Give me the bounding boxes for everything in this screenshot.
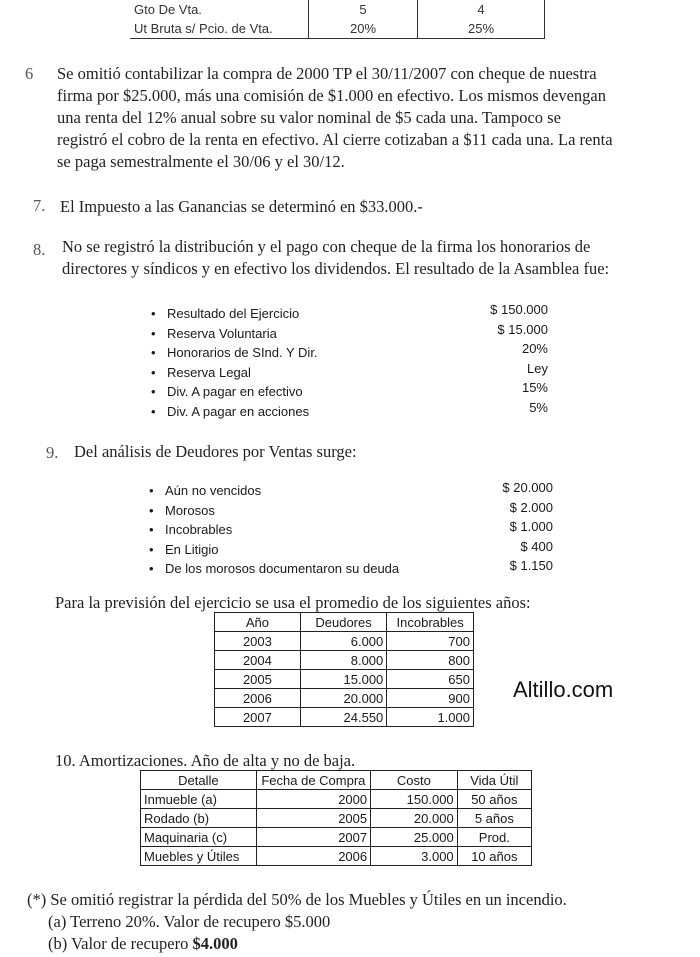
note-b-prefix: (b) Valor de recupero: [48, 934, 193, 953]
item-9-text: Del análisis de Deudores por Ventas surge:: [74, 442, 357, 461]
asamblea-values: [440, 300, 548, 417]
list-value: $ 2.000: [509, 499, 553, 515]
table-cell: 20.000: [300, 689, 386, 708]
row-value: 5: [309, 0, 418, 19]
table-cell: Rodado (b): [141, 809, 257, 828]
table-cell: 2003: [215, 632, 301, 651]
column-header: Detalle: [141, 771, 257, 790]
table-cell: Maquinaria (c): [141, 828, 257, 847]
item-8-text: [62, 236, 692, 280]
text-line: una renta del 12% anual sobre su valor nominal de $5 cada una. Tampoco se: [57, 108, 561, 127]
prevision-table: [214, 612, 474, 727]
list-item: • Aún no vencidos: [149, 481, 449, 501]
item-6-number: 6: [25, 64, 34, 83]
note-star: (*) Se omitió registrar la pérdida del 50% de los Muebles y Útiles en un incendio.: [27, 890, 567, 909]
text-line: directores y síndicos y en efectivo los dividendos. El resultado de la Asamblea fue:: [62, 259, 610, 278]
list-item: • De los morosos documentaron su deuda: [149, 559, 449, 579]
altillo-watermark: Altillo.com: [513, 677, 614, 702]
table-cell: 2004: [215, 651, 301, 670]
list-value: $ 400: [520, 538, 553, 554]
list-item: • Morosos: [149, 501, 449, 521]
list-value: $ 1.150: [509, 558, 553, 573]
list-item: • En Litigio: [149, 540, 449, 560]
table-cell: 20.000: [371, 809, 458, 828]
list-item: • Reserva Voluntaria: [151, 324, 431, 344]
table-row: [130, 0, 545, 19]
deudores-values: [460, 478, 553, 576]
item-8-number: 8.: [33, 240, 46, 259]
list-value: 5%: [529, 399, 548, 415]
table-cell: 2006: [256, 847, 370, 866]
table-cell: 25.000: [371, 828, 458, 847]
list-value: $ 1.000: [509, 519, 553, 534]
table-cell: 2007: [256, 828, 370, 847]
list-item: • Div. A pagar en efectivo: [151, 382, 431, 402]
column-header: Año: [215, 613, 301, 632]
list-value: $ 15.000: [497, 321, 548, 337]
amortizaciones-table: [140, 770, 532, 866]
asamblea-list: [151, 304, 431, 421]
table-cell: 1.000: [387, 708, 474, 727]
table-cell: 2006: [215, 689, 301, 708]
row-label: Ut Bruta s/ Pcio. de Vta.: [130, 19, 309, 39]
prevision-text: Para la previsión del ejercicio se usa el promedio de los siguientes años:: [55, 593, 531, 612]
note-b: [48, 933, 238, 955]
table-cell: Inmueble (a): [141, 790, 257, 809]
item-6-text: [57, 63, 687, 173]
row-value: 4: [418, 0, 545, 19]
row-value: 25%: [418, 19, 545, 39]
table-cell: 700: [387, 632, 474, 651]
table-cell: 2005: [215, 670, 301, 689]
text-line: No se registró la distribución y el pago con cheque de la firma los honorarios de: [62, 237, 591, 256]
table-row: [141, 828, 532, 847]
text-line: Se omitió contabilizar la compra de 2000 TP el 30/11/2007 con cheque de nuestra: [57, 64, 597, 83]
list-value: Ley: [527, 360, 548, 376]
table-row: [130, 19, 545, 39]
table-cell: 24.550: [300, 708, 386, 727]
table-header-row: [215, 613, 474, 632]
list-value: $ 20.000: [502, 480, 553, 495]
text-line: se paga semestralmente el 30/06 y el 30/12.: [57, 152, 345, 171]
table-cell: 900: [387, 689, 474, 708]
table-cell: 5 años: [457, 809, 531, 828]
column-header: Deudores: [300, 613, 386, 632]
list-value: 15%: [521, 380, 548, 395]
column-header: Vida Útil: [457, 771, 531, 790]
table-row: [141, 790, 532, 809]
text-line: registró el cobro de la renta en efectivo. Al cierre cotizaban a $11 cada una. La renta: [57, 130, 613, 149]
table-row: [215, 651, 474, 670]
list-value: $ 150.000: [490, 302, 548, 317]
list-item: • Honorarios de SInd. Y Dir.: [151, 343, 431, 363]
column-header: Fecha de Compra: [256, 771, 370, 790]
deudores-list: [149, 481, 449, 579]
table-cell: 150.000: [371, 790, 458, 809]
table-cell: 650: [387, 670, 474, 689]
item-10-title: 10. Amortizaciones. Año de alta y no de baja.: [55, 751, 356, 770]
item-9-number: 9.: [46, 443, 59, 462]
table-row: [215, 708, 474, 727]
table-row: [141, 847, 532, 866]
table-cell: 50 años: [457, 790, 531, 809]
row-label: Gto De Vta.: [130, 0, 309, 19]
list-item: • Incobrables: [149, 520, 449, 540]
table-cell: 8.000: [300, 651, 386, 670]
item-7-text: El Impuesto a las Ganancias se determinó en $33.000.-: [60, 197, 423, 216]
table-row: [141, 809, 532, 828]
note-b-value: $4.000: [192, 934, 238, 953]
list-value: 20%: [521, 341, 548, 356]
text-line: firma por $25.000, más una comisión de $1.000 en efectivo. Los mismos devengan: [57, 86, 606, 105]
list-item: • Resultado del Ejercicio: [151, 304, 431, 324]
note-a: (a) Terreno 20%. Valor de recupero $5.000: [48, 912, 331, 931]
row-value: 20%: [309, 19, 418, 39]
table-cell: 3.000: [371, 847, 458, 866]
table-cell: 2005: [256, 809, 370, 828]
table-cell: 6.000: [300, 632, 386, 651]
table-cell: Prod.: [457, 828, 531, 847]
table-cell: Muebles y Útiles: [141, 847, 257, 866]
column-header: Incobrables: [387, 613, 474, 632]
list-item: • Div. A pagar en acciones: [151, 402, 431, 422]
table-cell: 2000: [256, 790, 370, 809]
item-7-number: 7.: [33, 196, 46, 215]
list-item: • Reserva Legal: [151, 363, 431, 383]
table-cell: 10 años: [457, 847, 531, 866]
table-row: [215, 670, 474, 689]
table-cell: 800: [387, 651, 474, 670]
table-row: [215, 632, 474, 651]
table-cell: 15.000: [300, 670, 386, 689]
column-header: Costo: [371, 771, 458, 790]
table-header-row: [141, 771, 532, 790]
table-cell: 2007: [215, 708, 301, 727]
table-row: [215, 689, 474, 708]
top-results-table: [130, 0, 545, 39]
